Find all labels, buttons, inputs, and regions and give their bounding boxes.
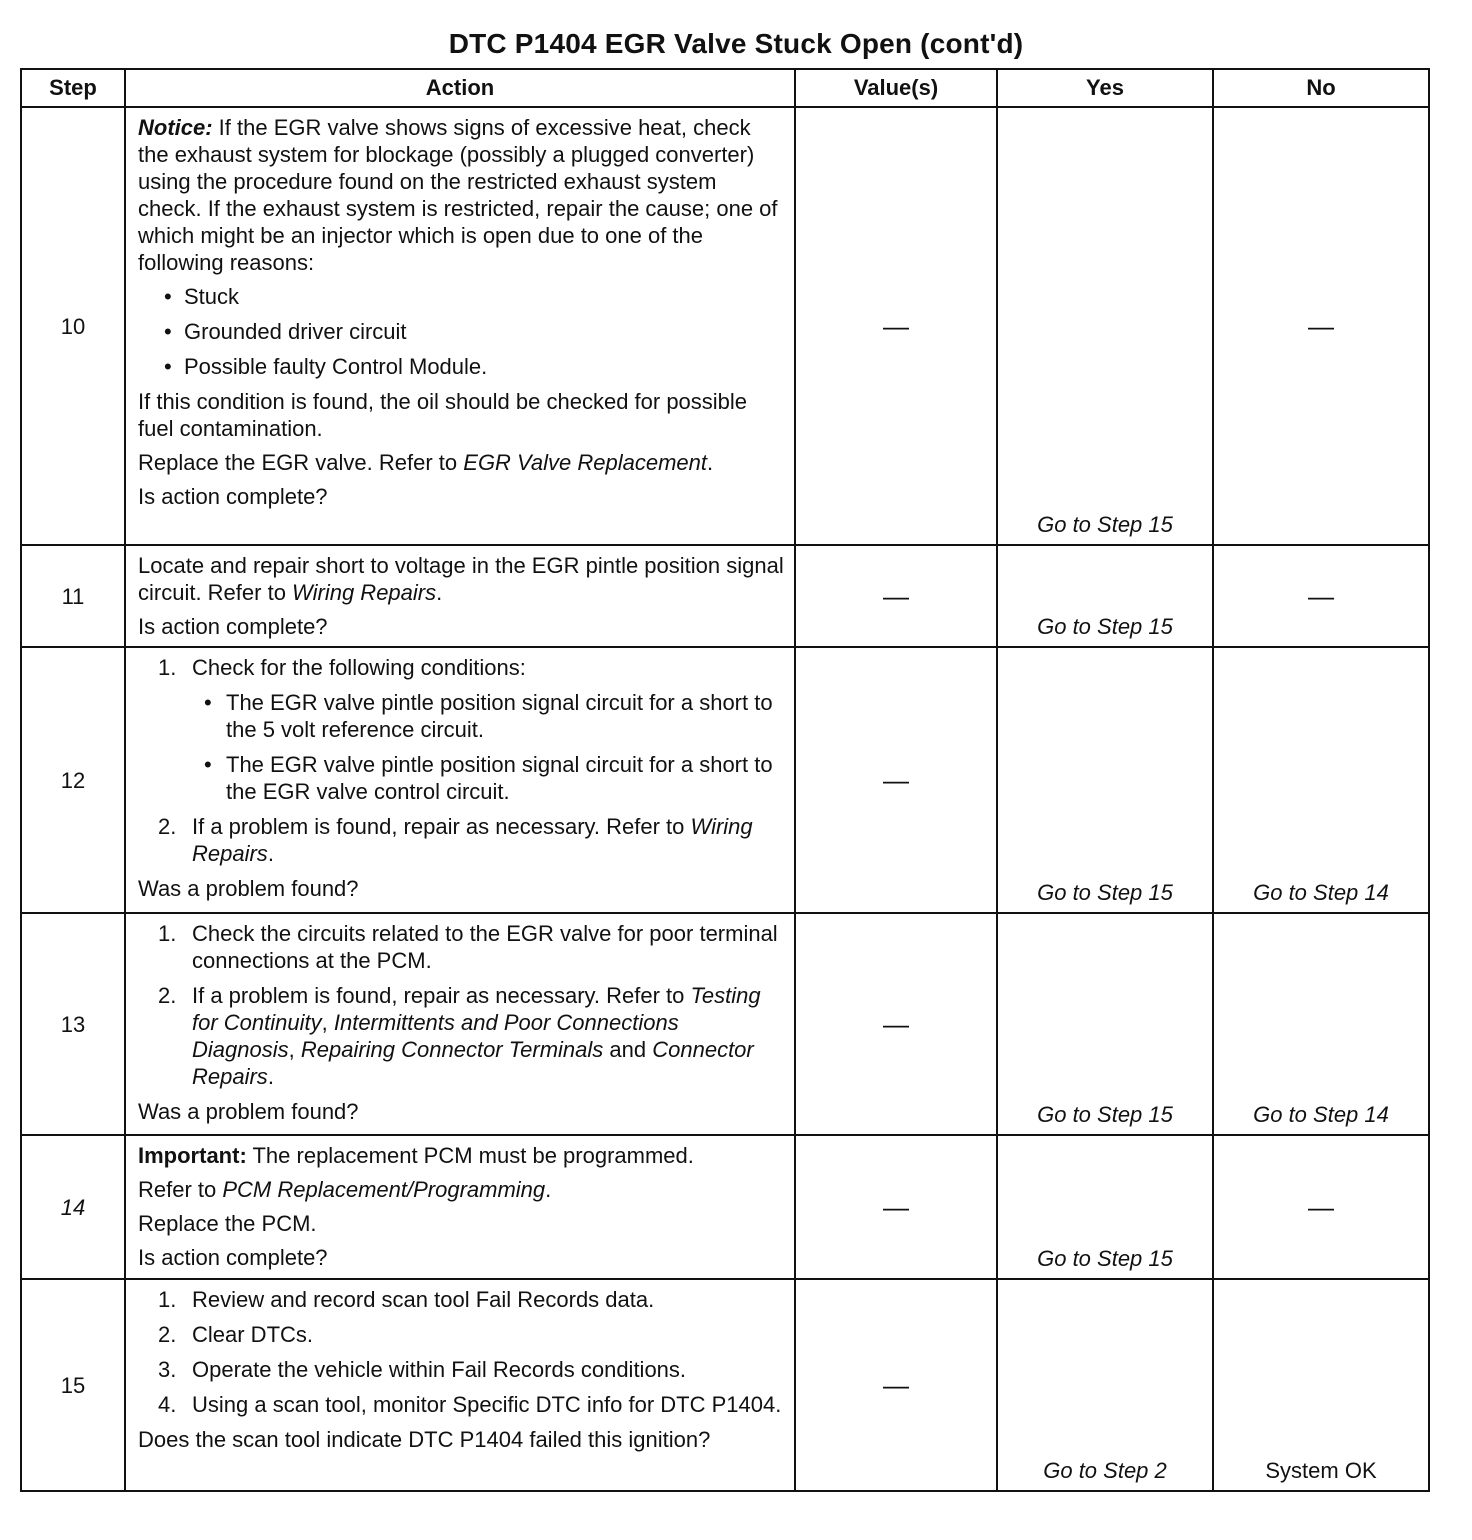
question: Does the scan tool indicate DTC P1404 failed this ignition? <box>138 1427 711 1452</box>
step-number: 10 <box>21 107 125 545</box>
question: Is action complete? <box>138 484 328 509</box>
bullet-item: • Stuck <box>138 283 784 310</box>
sub-bullet-item: • The EGR valve pintle position signal circuit for a short to the 5 volt reference circuit. <box>138 689 784 743</box>
numbered-item: 1. Check for the following conditions: <box>158 655 526 680</box>
header-no: No <box>1213 69 1429 107</box>
step-number: 12 <box>21 647 125 913</box>
no-cell: System OK <box>1213 1279 1429 1491</box>
numbered-item: 2. Clear DTCs. <box>158 1322 314 1347</box>
yes-cell: Go to Step 15 <box>997 107 1213 545</box>
action-cell <box>125 1279 795 1491</box>
action-cell <box>125 107 795 545</box>
header-yes: Yes <box>997 69 1213 107</box>
header-action: Action <box>125 69 795 107</box>
reference-link[interactable]: Connector Repairs <box>192 1037 754 1089</box>
notice-paragraph <box>138 114 784 276</box>
action-cell <box>125 647 795 913</box>
important-text: The replacement PCM must be programmed. <box>246 1143 694 1168</box>
important-paragraph <box>138 1142 784 1169</box>
punct: . <box>436 580 443 605</box>
numbered-item: 2. If a problem is found, repair as necessary. Refer to Wiring Repairs. <box>158 814 753 866</box>
step-number: 14 <box>21 1135 125 1279</box>
table-row <box>21 1279 1429 1491</box>
reference-link[interactable]: Wiring Repairs <box>192 814 753 866</box>
refer-paragraph: Refer to PCM Replacement/Programming. <box>138 1177 552 1202</box>
value-cell: — <box>795 1135 997 1279</box>
numbered-item: 1. Review and record scan tool Fail Records data. <box>158 1287 655 1312</box>
yes-cell: Go to Step 2 <box>997 1279 1213 1491</box>
replace-paragraph <box>138 449 784 476</box>
question: Is action complete? <box>138 1245 328 1270</box>
header-values: Value(s) <box>795 69 997 107</box>
value-cell: — <box>795 107 997 545</box>
action-paragraph <box>138 552 784 606</box>
reference-link[interactable]: Intermittents and Poor Connections Diagnosis <box>192 1010 679 1062</box>
numbered-item: 4. Using a scan tool, monitor Specific DTC info for DTC P1404. <box>158 1392 782 1417</box>
no-cell: Go to Step 14 <box>1213 647 1429 913</box>
table-row <box>21 913 1429 1135</box>
diagnostic-table <box>20 68 1430 1492</box>
numbered-item: 2. If a problem is found, repair as necessary. Refer to Testing for Continuity, Intermittents and Poor Connections Diagnosis, Repairing Connector Terminals and Connector Repairs. <box>158 983 761 1089</box>
yes-cell: Go to Step 15 <box>997 545 1213 647</box>
yes-cell: Go to Step 15 <box>997 1135 1213 1279</box>
question: Is action complete? <box>138 614 328 639</box>
condition-paragraph: If this condition is found, the oil should be checked for possible fuel contamination. <box>138 389 748 441</box>
bullet-item: • Grounded driver circuit <box>138 318 784 345</box>
value-cell: — <box>795 647 997 913</box>
table-row <box>21 647 1429 913</box>
yes-cell: Go to Step 15 <box>997 913 1213 1135</box>
notice-label: Notice: <box>138 115 213 140</box>
action-cell <box>125 1135 795 1279</box>
table-row <box>21 107 1429 545</box>
important-label: Important: <box>138 1143 247 1168</box>
bullet-item: • Possible faulty Control Module. <box>138 353 784 380</box>
question: Was a problem found? <box>138 876 359 901</box>
numbered-item: 1. Check the circuits related to the EGR valve for poor terminal connections at the PCM. <box>158 921 778 973</box>
action-cell <box>125 545 795 647</box>
reference-link[interactable]: Testing for Continuity <box>192 983 761 1035</box>
yes-cell: Go to Step 15 <box>997 647 1213 913</box>
value-cell: — <box>795 1279 997 1491</box>
table-row <box>21 545 1429 647</box>
replace-paragraph: Replace the PCM. <box>138 1211 317 1236</box>
reference-link[interactable]: EGR Valve Replacement <box>463 450 708 475</box>
no-cell: — <box>1213 1135 1429 1279</box>
no-cell: — <box>1213 107 1429 545</box>
value-cell: — <box>795 545 997 647</box>
no-cell: Go to Step 14 <box>1213 913 1429 1135</box>
question: Was a problem found? <box>138 1099 359 1124</box>
step-number: 11 <box>21 545 125 647</box>
page-title: DTC P1404 EGR Valve Stuck Open (cont'd) <box>448 28 1024 59</box>
header-step: Step <box>21 69 125 107</box>
step-number: 13 <box>21 913 125 1135</box>
punct: . <box>707 450 714 475</box>
no-cell: — <box>1213 545 1429 647</box>
sub-bullet-item: • The EGR valve pintle position signal circuit for a short to the EGR valve control circuit. <box>138 751 784 805</box>
notice-text: If the EGR valve shows signs of excessive heat, check the exhaust system for blockage (possibly a plugged converter) using the procedure found on the restricted exhaust system check. If the exhaust system is restricted, repair the cause; one of which might be an injector which is open due to one of the following reasons: <box>138 115 778 275</box>
value-cell: — <box>795 913 997 1135</box>
replace-text: Replace the EGR valve. Refer to <box>138 450 464 475</box>
reference-link[interactable]: PCM Replacement/Programming <box>222 1177 546 1202</box>
table-row <box>21 1135 1429 1279</box>
action-cell <box>125 913 795 1135</box>
numbered-item: 3. Operate the vehicle within Fail Records conditions. <box>158 1357 687 1382</box>
header-row <box>21 69 1429 107</box>
action-text: Locate and repair short to voltage in the EGR pintle position signal circuit. Refer to <box>138 553 784 605</box>
reference-link[interactable]: Repairing Connector Terminals <box>300 1037 604 1062</box>
step-number: 15 <box>21 1279 125 1491</box>
reference-link[interactable]: Wiring Repairs <box>292 580 437 605</box>
